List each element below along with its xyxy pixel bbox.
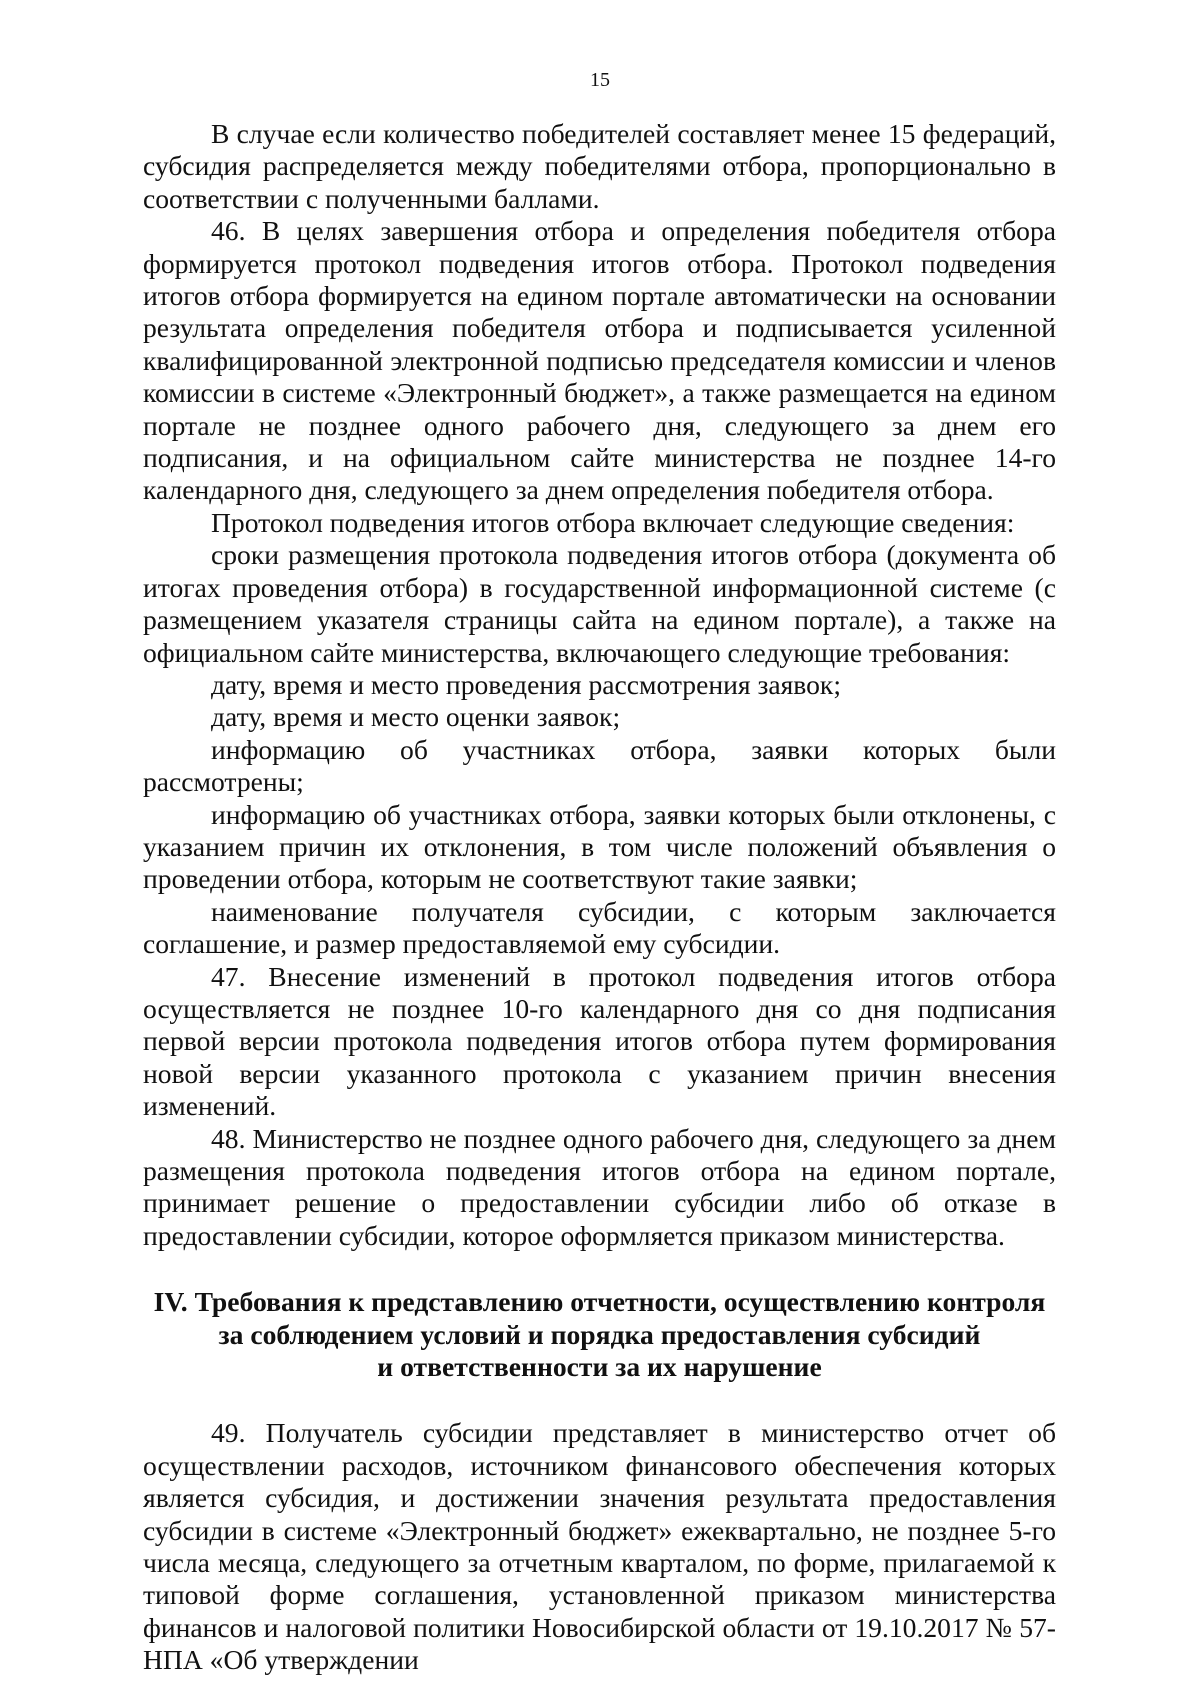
paragraph-46-protocol: 46. В целях завершения отбора и определения победителя отбора формируется протокол подведения итогов отбора. Протокол подведения итогов отбора формируется на едином портале автоматически на основании результата определения победителя отбора и подписывается усиленной квалифицированной электронной подписью председателя комиссии и членов комиссии в системе «Электронный бюджет», а также размещается на едином портале не позднее одного рабочего дня, следующего за днем его подписания, и на официальном сайте министерства не позднее 14-го календарного дня, следующего за днем определения победителя отбора.	[143, 215, 1056, 506]
page-number: 15	[590, 69, 610, 91]
paragraph-placement-terms: сроки размещения протокола подведения итогов отбора (документа об итогах проведения отбора) в государственной информационной системе (с размещением указателя страницы сайта на едином портале), а также на официальном сайте министерства, включающего следующие требования:	[143, 539, 1056, 668]
paragraph-evaluation-date: дату, время и место оценки заявок;	[211, 701, 621, 733]
paragraph-protocol-contents: Протокол подведения итогов отбора включает следующие сведения:	[211, 506, 1015, 538]
paragraph-rejected-participants: информацию об участниках отбора, заявки которых были отклонены, с указанием причин их отклонения, в том числе положений объявления о проведении отбора, которым не соответствуют такие заявки;	[143, 798, 1056, 895]
section-heading-line: и ответственности за их нарушение	[377, 1351, 822, 1383]
section-heading-iv	[143, 1286, 1056, 1383]
section-heading-line: IV. Требования к представлению отчетности, осуществлению контроля	[153, 1286, 1046, 1318]
paragraph-49-report: 49. Получатель субсидии представляет в министерство отчет об осуществлении расходов, источником финансового обеспечения которых является субсидия, и достижении значения результата предоставления субсидии в системе «Электронный бюджет» ежеквартально, не позднее 5-го числа месяца, следующего за отчетным кварталом, по форме, прилагаемой к типовой форме соглашения, установленной приказом министерства финансов и налоговой политики Новосибирской области от 19.10.2017 № 57-НПА «Об утверждении	[143, 1417, 1056, 1676]
document-body	[143, 118, 1056, 1677]
paragraph-recipient-name: наименование получателя субсидии, с которым заключается соглашение, и размер предоставляемой ему субсидии.	[143, 895, 1056, 960]
paragraph-review-date: дату, время и место проведения рассмотрения заявок;	[211, 668, 841, 700]
section-heading-line: за соблюдением условий и порядка предоставления субсидий	[218, 1318, 981, 1350]
paragraph-47-amendments: 47. Внесение изменений в протокол подведения итогов отбора осуществляется не позднее 10-го календарного дня со дня подписания первой версии протокола подведения итогов отбора путем формирования новой версии указанного протокола с указанием причин внесения изменений.	[143, 960, 1056, 1122]
paragraph-federations-distribution: В случае если количество победителей составляет менее 15 федераций, субсидия распределяется между победителями отбора, пропорционально в соответствии с полученными баллами.	[143, 118, 1056, 214]
paragraph-48-decision: 48. Министерство не позднее одного рабочего дня, следующего за днем размещения протокола подведения итогов отбора на едином портале, принимает решение о предоставлении субсидии либо об отказе в предоставлении субсидии, которое оформляется приказом министерства.	[143, 1122, 1056, 1251]
paragraph-reviewed-participants: информацию об участниках отбора, заявки которых были рассмотрены;	[143, 733, 1056, 798]
